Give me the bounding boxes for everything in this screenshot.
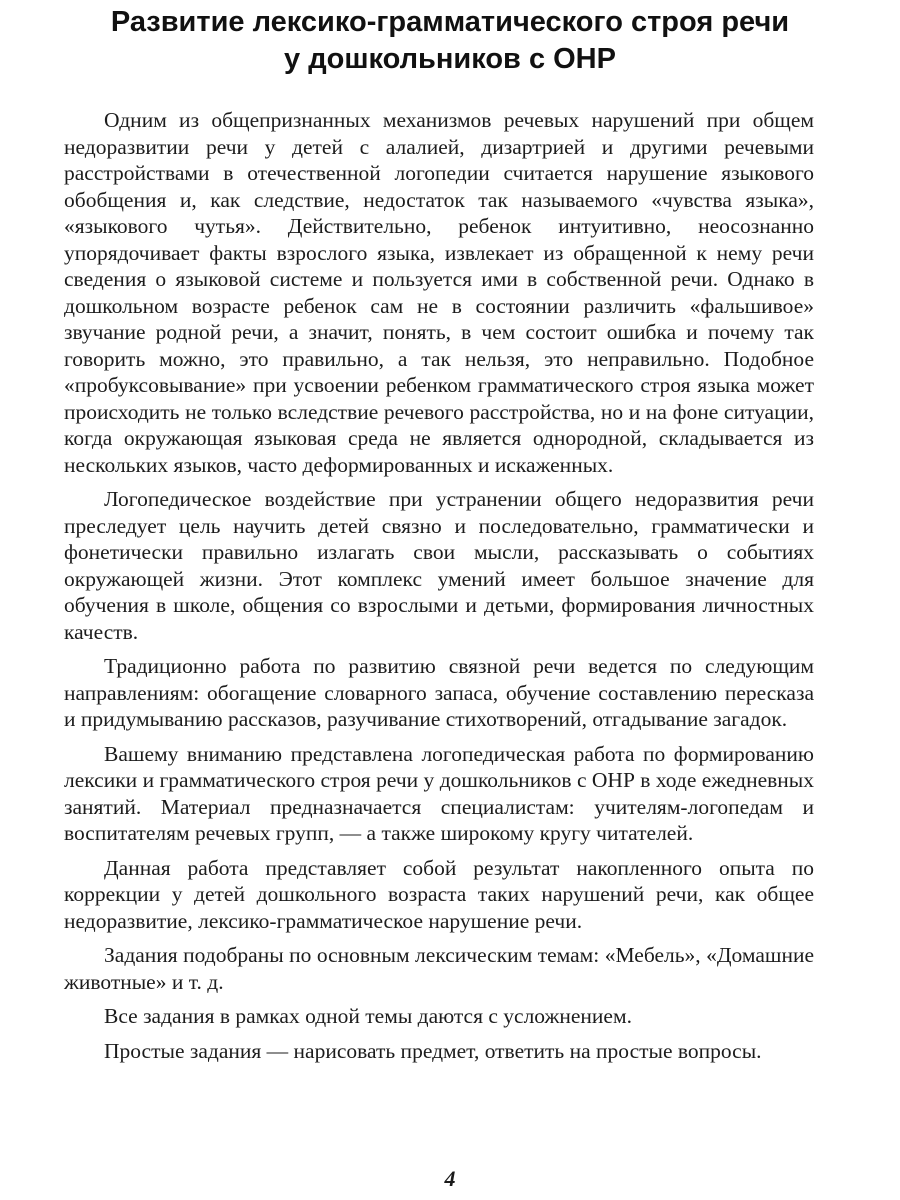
page-title-line-2: у дошкольников с ОНР [284,43,616,75]
page-title [60,4,840,78]
body-text [64,107,814,1072]
page-title-line-1: Развитие лексико-грамматического строя речи [110,6,790,38]
paragraph-4: Вашему вниманию представлена логопедическая работа по формированию лексики и грамматического строя речи у дошкольников с ОНР в ходе ежедневных занятий. Материал предназначается специалистам: учителям-логопедам и воспитателям речевых групп, — а также широкому кругу читателей. [64,741,814,845]
paragraph-8: Простые задания — нарисовать предмет, ответить на простые вопросы. [104,1038,762,1063]
paragraph-2: Логопедическое воздействие при устранении общего недоразвития речи преследует цель научить детей связно и последовательно, грамматически и фонетически правильно излагать свои мысли, рассказывать о событиях окружающей жизни. Этот комплекс умений имеет большое значение для обучения в школе, общения со взрослыми и детьми, формирования личностных качеств. [64,487,814,644]
paragraph-6: Задания подобраны по основным лексическим темам: «Мебель», «Домашние животные» и т. д. [64,943,814,994]
paragraph-7: Все задания в рамках одной темы даются с усложнением. [104,1004,632,1028]
page-number: 4 [444,1166,456,1191]
paragraph-1: Одним из общепризнанных механизмов речевых нарушений при общем недоразвитии речи у детей с алалией, дизартрией и другими речевыми расстройствами в отечественной логопедии считается нарушение языкового обобщения и, как следствие, недостаток так называемого «чувства языка», «языкового чутья». Действительно, ребенок интуитивно, неосознанно упорядочивает факты взрослого языка, извлекает из обращенной к нему речи сведения о языковой системе и пользуется ими в собственной речи. Однако в дошкольном возрасте ребенок сам не в состоянии различить «фальшивое» звучание родной речи, а значит, понять, в чем состоит ошибка и почему так говорить можно, это правильно, а так нельзя, это неправильно. Подобное «пробуксовывание» при усвоении ребенком грамматического строя языка может происходить не только вследствие речевого расстройства, но и на фоне ситуации, когда окружающая языковая среда не является однородной, складывается из нескольких языков, часто деформированных и искаженных. [64,108,814,477]
paragraph-3: Традиционно работа по развитию связной речи ведется по следующим направлениям: обогащение словарного запаса, обучение составлению пересказа и придумыванию рассказов, разучивание стихотворений, отгадывание загадок. [64,654,814,731]
paragraph-5: Данная работа представляет собой результат накопленного опыта по коррекции у детей дошкольного возраста таких нарушений речи, как общее недоразвитие, лексико-грамматическое нарушение речи. [64,855,814,933]
